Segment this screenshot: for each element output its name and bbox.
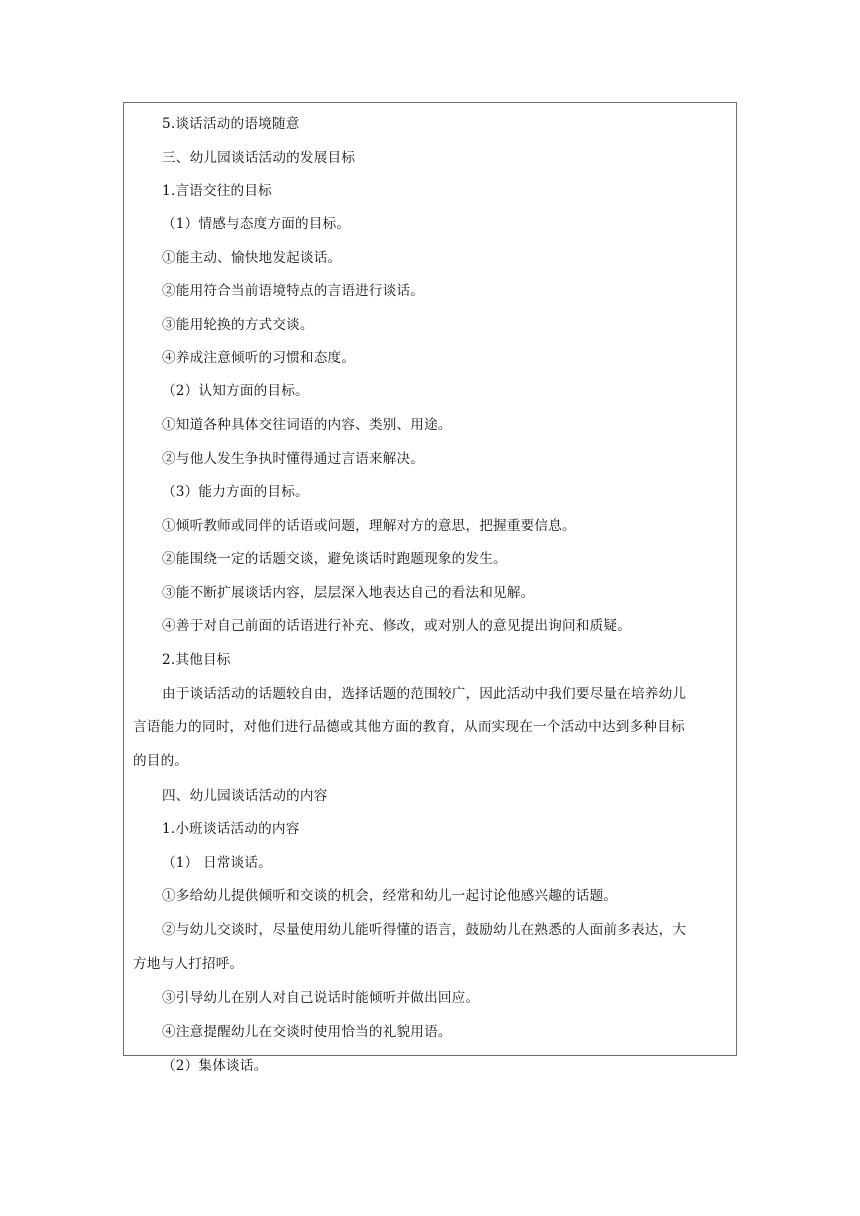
heading-item-5: 5.谈话活动的语境随意	[162, 116, 300, 132]
list-item: ③能不断扩展谈话内容，层层深入地表达自己的看法和见解。	[162, 585, 535, 601]
list-item: （1）情感与态度方面的目标。	[162, 216, 351, 232]
list-item: ①能主动、愉快地发起谈话。	[162, 250, 342, 266]
subheading-small-class: 1.小班谈话活动的内容	[162, 821, 300, 837]
list-item: ③能用轮换的方式交谈。	[162, 317, 314, 333]
paragraph-line: 方地与人打招呼。	[133, 956, 244, 972]
list-item: ②能用符合当前语境特点的言语进行谈话。	[162, 283, 425, 299]
list-item: （2）认知方面的目标。	[162, 383, 309, 399]
list-item: ④养成注意倾听的习惯和态度。	[162, 350, 356, 366]
list-item: ③引导幼儿在别人对自己说话时能倾听并做出回应。	[162, 990, 480, 1006]
section-heading-3: 三、幼儿园谈话活动的发展目标	[162, 150, 356, 166]
list-item: ①多给幼儿提供倾听和交谈的机会，经常和幼儿一起讨论他感兴趣的话题。	[162, 888, 618, 904]
paragraph-line: ②与幼儿交谈时，尽量使用幼儿能听得懂的语言，鼓励幼儿在熟悉的人面前多表达，大	[162, 922, 687, 938]
list-item: ②能围绕一定的话题交谈，避免谈话时跑题现象的发生。	[162, 551, 507, 567]
list-item: （1） 日常谈话。	[162, 855, 272, 871]
section-heading-4: 四、幼儿园谈话活动的内容	[162, 788, 328, 804]
paragraph-line: 由于谈话活动的话题较自由，选择话题的范围较广，因此活动中我们要尽量在培养幼儿	[162, 686, 687, 702]
document-table-frame	[123, 102, 737, 1056]
list-item: ④善于对自己前面的话语进行补充、修改，或对别人的意见提出询问和质疑。	[162, 618, 631, 634]
list-item: ④注意提醒幼儿在交谈时使用恰当的礼貌用语。	[162, 1024, 452, 1040]
list-item: ①知道各种具体交往词语的内容、类别、用途。	[162, 417, 452, 433]
paragraph-line: 的目的。	[133, 753, 189, 769]
subheading-1: 1.言语交往的目标	[162, 183, 272, 199]
list-item: ②与他人发生争执时懂得通过言语来解决。	[162, 451, 425, 467]
subheading-2: 2.其他目标	[162, 652, 231, 668]
paragraph-line: 言语能力的同时，对他们进行品德或其他方面的教育，从而实现在一个活动中达到多种目标	[133, 719, 685, 735]
list-item: （2）集体谈话。	[162, 1058, 268, 1074]
list-item: ①倾听教师或同伴的话语或问题，理解对方的意思，把握重要信息。	[162, 518, 576, 534]
list-item: （3）能力方面的目标。	[162, 484, 309, 500]
